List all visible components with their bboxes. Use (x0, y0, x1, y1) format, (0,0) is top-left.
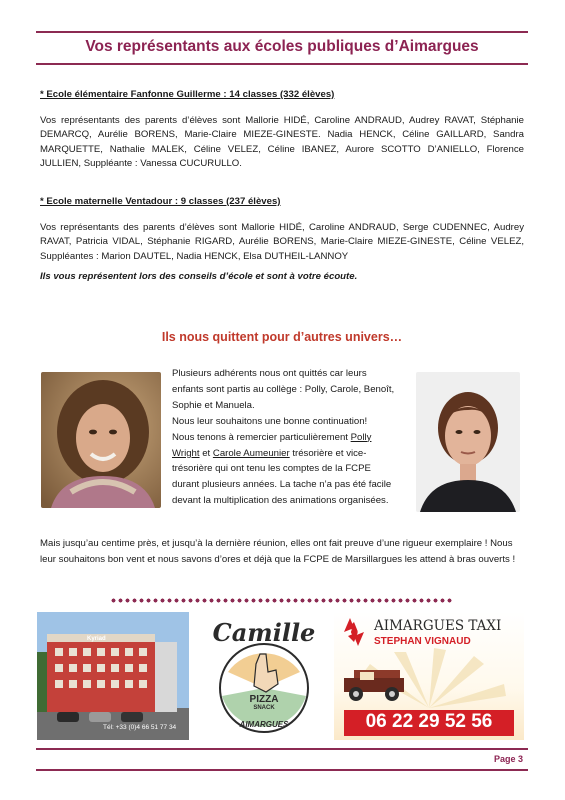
hotel-ad (37, 612, 189, 740)
pizza-name: Camille (212, 618, 316, 647)
thanks-text-end: trésorière et vice-trésorière qui ont tenu les comptes de la FCPE durant plusieurs années. La tache n’a pas été facile devant la multiplication des animations organisées. (172, 447, 392, 507)
school-maternelle-heading: * Ecole maternelle Ventadour : 9 classes (237 élèves) (40, 196, 281, 207)
school-maternelle-section (40, 195, 524, 284)
page-number: Page 3 (493, 754, 523, 764)
portrait-photo-right (416, 372, 520, 512)
representation-note: Ils vous représentent lors des conseils d’école et sont à votre écoute. (40, 270, 358, 282)
hotel-sign: Kyriad (87, 636, 106, 642)
footer-rule (36, 748, 528, 750)
pizza-ad (202, 612, 326, 740)
bottom-rule (36, 769, 528, 771)
leaving-closing-text: Mais jusqu’au centime près, et jusqu’à la dernière réunion, elles ont fait preuve d’une rigueur exemplaire ! Nous leur souhaitons bon vent et nous savons d’ores et déjà que la FCPE de Marsillargues les attend à bras ouverts ! (40, 538, 516, 566)
pizza-line2: SNACK (253, 705, 275, 711)
leaving-title: Ils nous quittent pour d’autres univers… (161, 330, 403, 344)
leaving-paragraph-2: Nous leur souhaitons une bonne continuation! (172, 415, 368, 427)
hotel-phone: Tél: +33 (0)4 66 51 77 34 (103, 724, 177, 731)
school-maternelle-text: Vos représentants des parents d’élèves sont Mallorie HIDÉ, Caroline ANDRAUD, Serge CUDENNEC, Audrey RAVAT, Patricia VIDAL, Stéphanie RIGARD, Aurélie BORENS, Marie-Claire MIEZE-GINESTE, Céline VELEZ, Suppléantes : Marion DAUTEL, Nadia HENCK, Elsa DUTHEIL-LANNOY (40, 222, 524, 262)
school-elementary-text: Vos représentants des parents d’élèves sont Mallorie HIDÉ, Caroline ANDRAUD, Audrey RAVAT, Stéphanie DEMARCQ, Aurélie BORENS, Marie-Claire MIEZE-GINESTE. Nadia HENCK, Céline GAILLARD, Sandra MARQUETTE, Nathalie MALEK, Céline VELEZ, Céline IBANEZ, Aurore SCOTTO D’ANIELLO, Florence JULLIEN, Suppléante : Vanessa CUCURULLO. (40, 115, 524, 169)
title-rule (36, 63, 528, 65)
pizza-line1: PIZZA (249, 694, 279, 705)
name-polly: Polly Wright (172, 431, 372, 459)
leaving-text (172, 366, 396, 509)
leaving-paragraph-3 (172, 430, 396, 510)
school-elementary-heading: * Ecole élémentaire Fanfonne Guillerme : 14 classes (332 élèves) (40, 89, 335, 100)
taxi-name: AIMARGUES TAXI (374, 618, 502, 634)
page-title: Vos représentants aux écoles publiques d’Aimargues (85, 38, 479, 55)
leaving-paragraph-1: Plusieurs adhérents nous ont quittés car leurs enfants sont partis au collège : Polly, Carole, Benoît, Sophie et Manuela. (172, 368, 395, 411)
portrait-photo-left (41, 372, 161, 508)
top-rule (36, 31, 528, 33)
thanks-and: et (199, 447, 213, 459)
name-carole: Carole Aumeunier (212, 447, 290, 459)
thanks-text: Nous tenons à remercier particulièrement (172, 431, 351, 443)
taxi-driver: STEPHAN VIGNAUD (374, 636, 471, 647)
pizza-town: AIMARGUES (239, 720, 289, 729)
taxi-ad (334, 612, 524, 740)
taxi-phone: 06 22 29 52 56 (365, 711, 493, 732)
school-elementary-section (40, 88, 524, 171)
dotted-separator (110, 598, 454, 603)
